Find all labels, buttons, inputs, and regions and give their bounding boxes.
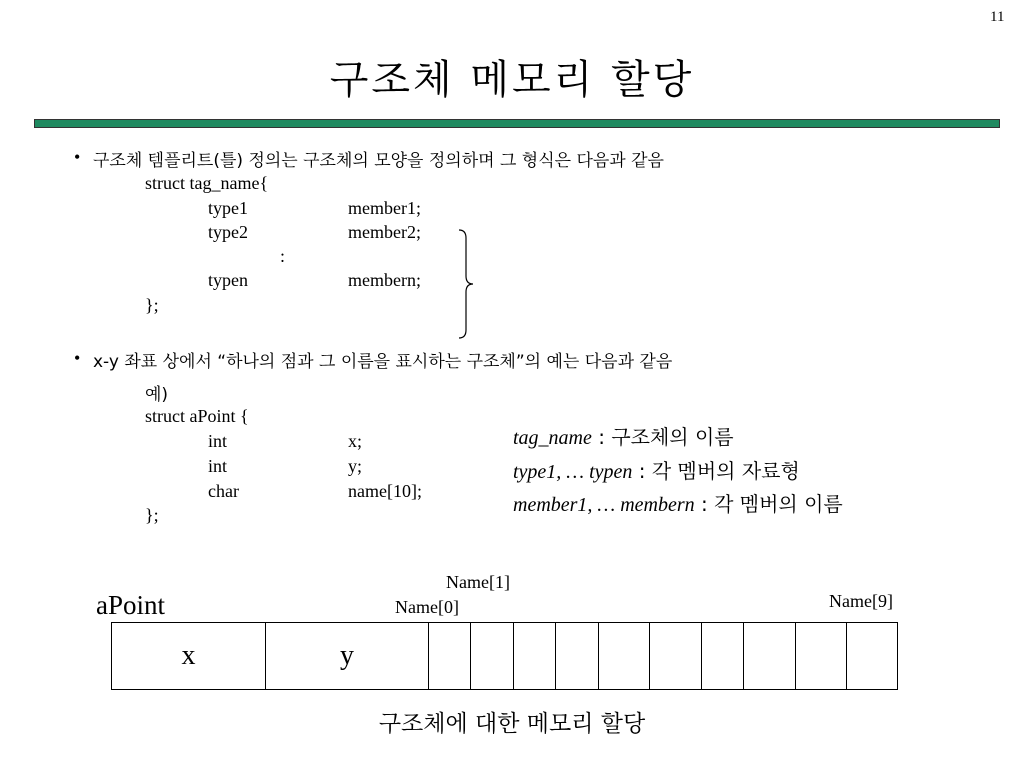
memory-cell-name-7 bbox=[744, 623, 796, 689]
label-name-9: Name[9] bbox=[829, 591, 893, 611]
bullet-dot: • bbox=[74, 348, 81, 368]
apoint-type-y: int bbox=[208, 456, 228, 476]
struct-apoint-close: }; bbox=[145, 505, 159, 525]
apoint-member-x: x; bbox=[348, 431, 363, 451]
template-type-n: typen bbox=[208, 270, 248, 290]
memory-cell-name-0 bbox=[429, 623, 471, 689]
note-members bbox=[513, 488, 843, 517]
bullet1-text: 구조체 템플리트(틀) 정의는 구조체의 모양을 정의하며 그 형식은 다음과 같음 bbox=[93, 151, 664, 171]
note-tag-name bbox=[513, 421, 734, 450]
apoint-type-name: char bbox=[208, 481, 239, 501]
example-label: 예) bbox=[145, 385, 169, 405]
struct-apoint-open: struct aPoint { bbox=[145, 406, 249, 426]
apoint-member-y: y; bbox=[348, 456, 363, 476]
memory-cell-name-2 bbox=[514, 623, 556, 689]
memory-cell-name-4 bbox=[599, 623, 650, 689]
diagram-caption: 구조체에 대한 메모리 할당 bbox=[378, 711, 646, 737]
note-term: type1, … typen bbox=[513, 461, 633, 483]
memory-cell-name-1 bbox=[471, 623, 514, 689]
curly-brace-icon bbox=[455, 228, 475, 340]
memory-layout-table bbox=[111, 622, 898, 690]
struct-template-open: struct tag_name{ bbox=[145, 173, 269, 193]
note-term: tag_name bbox=[513, 427, 592, 449]
template-member-2: member2; bbox=[348, 222, 421, 242]
memory-cell-name-5 bbox=[650, 623, 702, 689]
template-member-1: member1; bbox=[348, 198, 421, 218]
label-name-1: Name[1] bbox=[446, 572, 510, 592]
memory-cell-y: y bbox=[266, 623, 429, 689]
memory-cell-name-6 bbox=[702, 623, 744, 689]
memory-cell-x: x bbox=[112, 623, 266, 689]
template-type-1: type1 bbox=[208, 198, 248, 218]
slide-title: 구조체 메모리 할당 bbox=[329, 57, 695, 103]
note-types bbox=[513, 455, 800, 484]
struct-template-close: }; bbox=[145, 295, 159, 315]
template-type-2: type2 bbox=[208, 222, 248, 242]
struct-variable-label: aPoint bbox=[96, 590, 166, 620]
label-name-0: Name[0] bbox=[395, 597, 459, 617]
apoint-member-name: name[10]; bbox=[348, 481, 422, 501]
note-desc: : 구조체의 이름 bbox=[591, 425, 734, 449]
memory-cell-name-8 bbox=[796, 623, 847, 689]
apoint-type-x: int bbox=[208, 431, 228, 451]
memory-cell-name-3 bbox=[556, 623, 599, 689]
note-desc: : 각 멤버의 자료형 bbox=[632, 459, 800, 483]
bullet-dot: • bbox=[74, 147, 81, 167]
template-ellipsis: : bbox=[280, 246, 286, 266]
note-desc: : 각 멤버의 이름 bbox=[694, 492, 843, 516]
memory-cell-name-9 bbox=[847, 623, 897, 689]
bullet2-text: x-y 좌표 상에서 “하나의 점과 그 이름을 표시하는 구조체”의 예는 다음과 같음 bbox=[93, 352, 673, 372]
page-number: 11 bbox=[990, 9, 1005, 25]
note-term: member1, … membern bbox=[513, 494, 695, 516]
title-divider-bar bbox=[34, 119, 1000, 128]
template-member-n: membern; bbox=[348, 270, 421, 290]
